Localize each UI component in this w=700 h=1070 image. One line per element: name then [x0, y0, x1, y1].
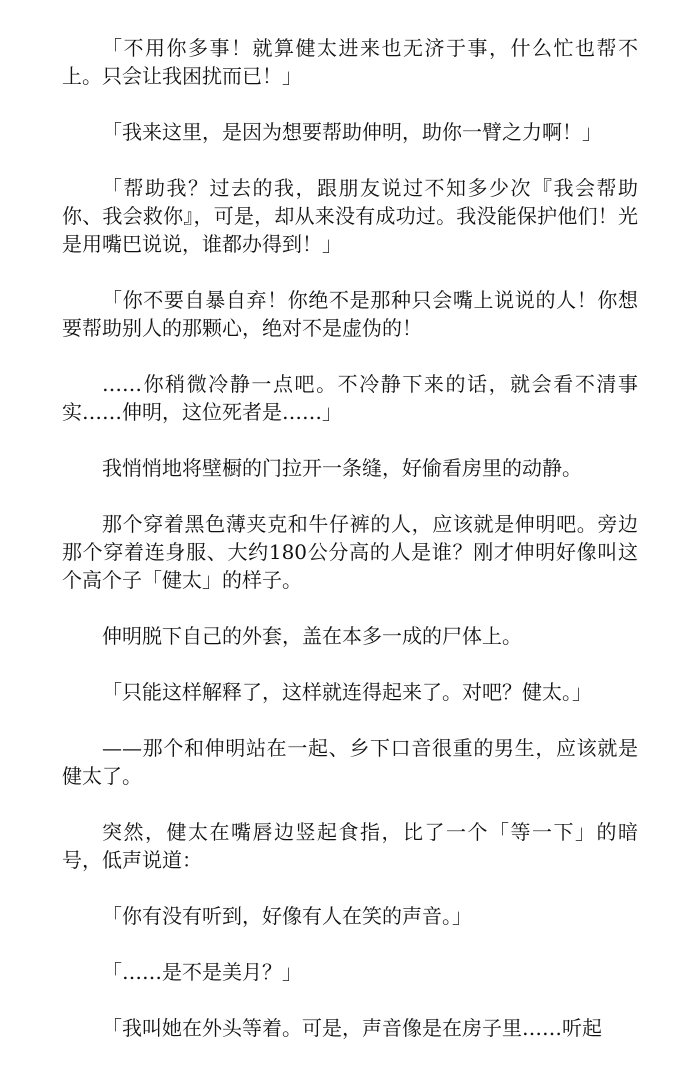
paragraph-6: 我悄悄地将壁橱的门拉开一条缝，好偷看房里的动静。	[102, 456, 582, 480]
paragraph-7: 那个穿着黑色薄夹克和牛仔裤的人，应该就是伸明吧。旁边那个穿着连身服、大约180公分高的人是谁？刚才伸明好像叫这个高个子「健太」的样子。	[62, 512, 638, 592]
paragraph-11: 突然，健太在嘴唇边竖起食指，比了一个「等一下」的暗号，低声说道：	[62, 820, 638, 872]
paragraph-4: 「你不要自暴自弃！你绝不是那种只会嘴上说说的人！你想要帮助别人的那颗心，绝对不是虚伪的！	[62, 288, 638, 340]
paragraph-3: 「帮助我？过去的我，跟朋友说过不知多少次『我会帮助你、我会救你』，可是，却从来没有成功过。我没能保护他们！光是用嘴巴说说，谁都办得到！」	[62, 176, 638, 256]
paragraph-13: 「……是不是美月？」	[102, 960, 302, 984]
paragraph-8: 伸明脱下自己的外套，盖在本多一成的尸体上。	[102, 624, 522, 648]
paragraph-10: ——那个和伸明站在一起、乡下口音很重的男生，应该就是健太了。	[62, 736, 638, 788]
paragraph-14: 「我叫她在外头等着。可是，声音像是在房子里……听起	[102, 1016, 602, 1040]
paragraph-12: 「你有没有听到，好像有人在笑的声音。」	[102, 904, 472, 928]
paragraph-1: 「不用你多事！就算健太进来也无济于事，什么忙也帮不上。只会让我困扰而已！」	[62, 36, 638, 88]
paragraph-9: 「只能这样解释了，这样就连得起来了。对吧？健太。」	[102, 680, 592, 704]
document-page	[62, 34, 638, 1070]
paragraph-5: ……你稍微冷静一点吧。不冷静下来的话，就会看不清事实……伸明，这位死者是……」	[62, 372, 638, 424]
paragraph-2: 「我来这里，是因为想要帮助伸明，助你一臂之力啊！」	[102, 120, 602, 144]
